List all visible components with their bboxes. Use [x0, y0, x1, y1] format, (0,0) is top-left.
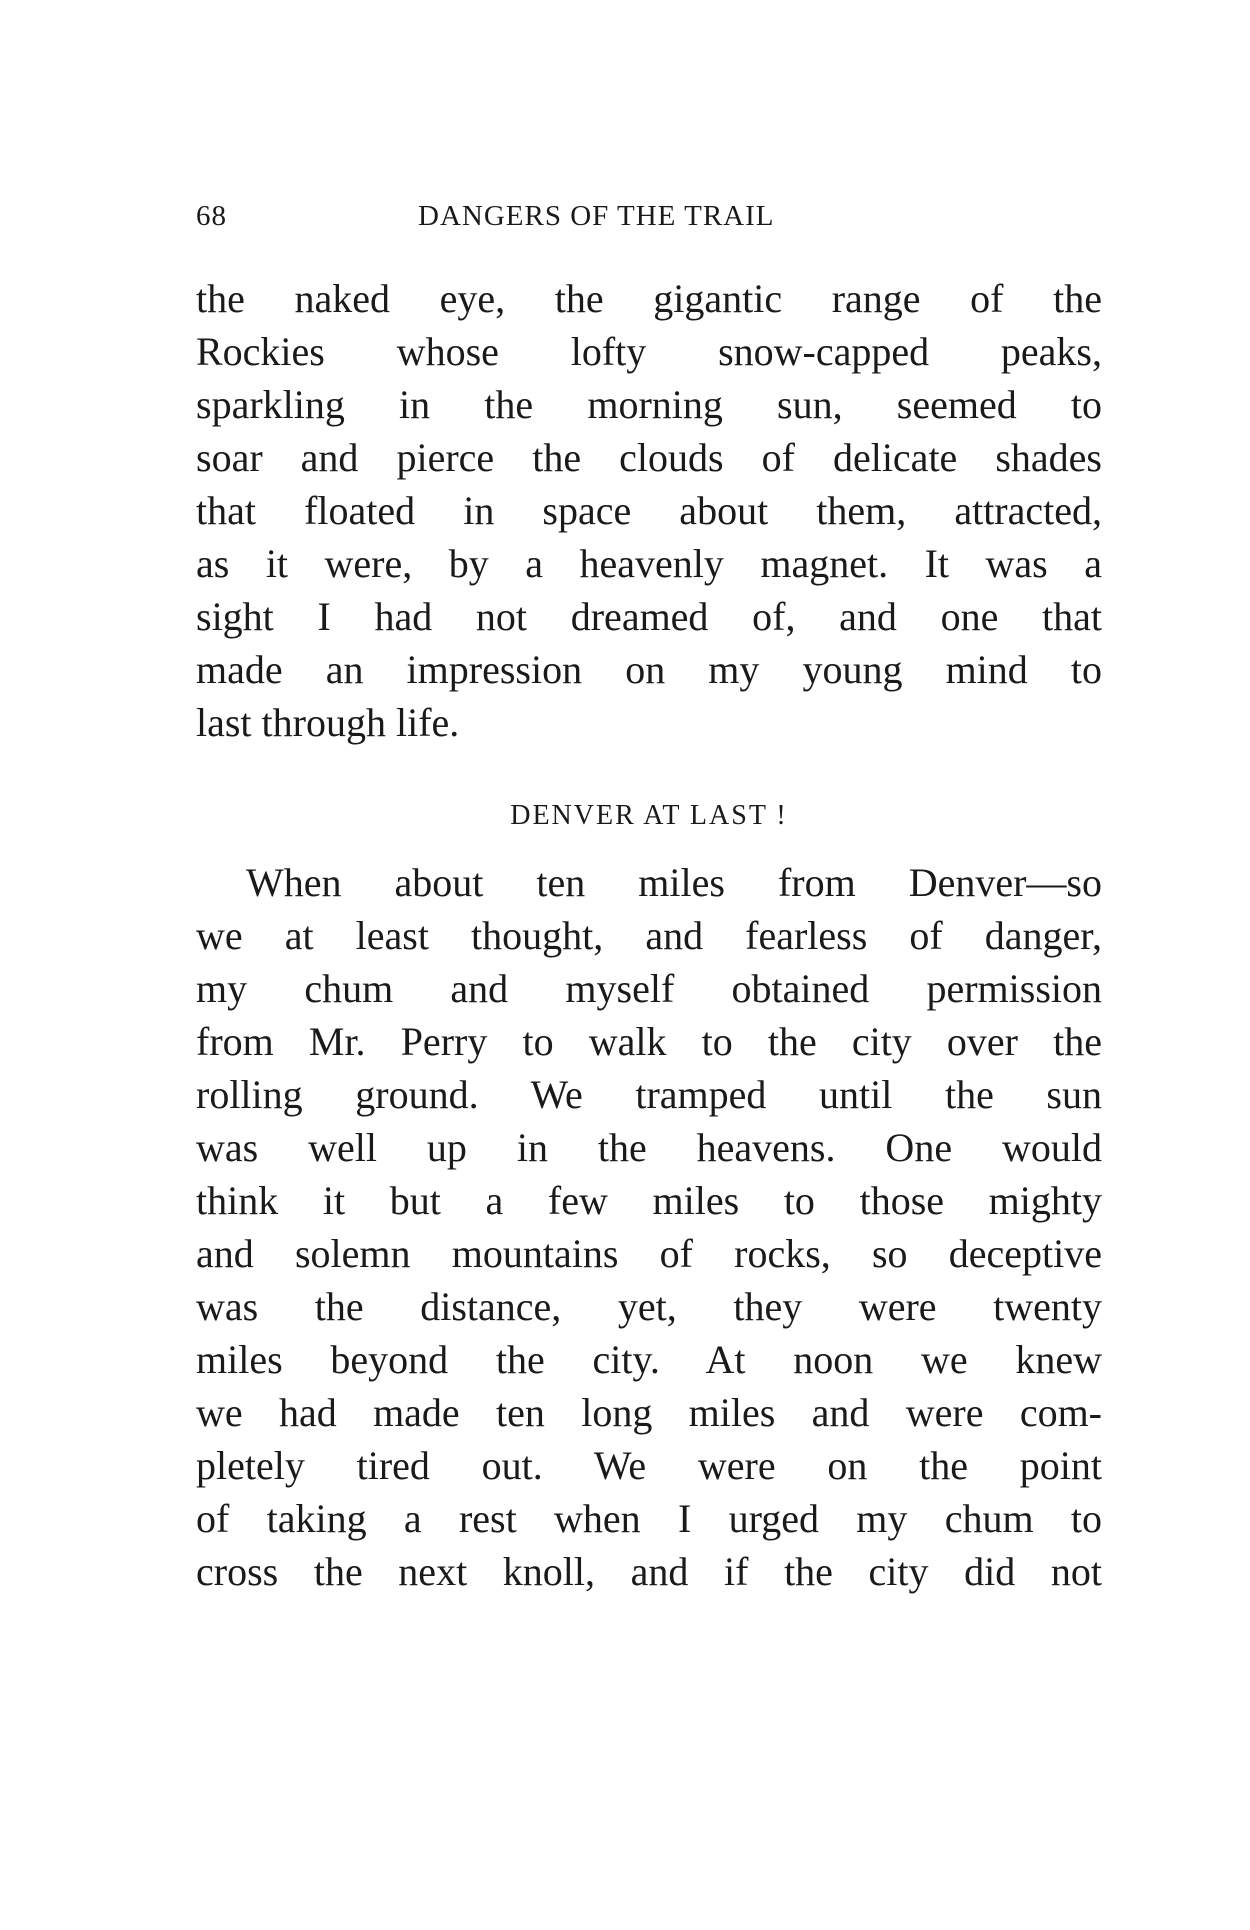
- running-title: DANGERS OF THE TRAIL: [418, 200, 775, 232]
- text-line: we had made ten long miles and were com-: [196, 1390, 1102, 1435]
- text-line: made an impression on my young mind to: [196, 647, 1102, 692]
- text-line: my chum and myself obtained permission: [196, 966, 1102, 1011]
- running-head: [196, 200, 876, 240]
- text-line: think it but a few miles to those mighty: [196, 1178, 1102, 1223]
- text-line: and solemn mountains of rocks, so deceptive: [196, 1231, 1102, 1276]
- text-line: we at least thought, and fearless of danger,: [196, 913, 1102, 958]
- text-line: Rockies whose lofty snow-capped peaks,: [196, 329, 1102, 374]
- text-line: the naked eye, the gigantic range of the: [196, 276, 1102, 321]
- text-line: sight I had not dreamed of, and one that: [196, 594, 1102, 639]
- paragraph-continued: [196, 272, 1102, 749]
- text-line: was the distance, yet, they were twenty: [196, 1284, 1102, 1329]
- paragraph: [196, 856, 1102, 1598]
- text-line: soar and pierce the clouds of delicate shades: [196, 435, 1102, 480]
- text-line: miles beyond the city. At noon we knew: [196, 1337, 1102, 1382]
- text-line: that floated in space about them, attracted,: [196, 488, 1102, 533]
- text-line: was well up in the heavens. One would: [196, 1125, 1102, 1170]
- text-line: cross the next knoll, and if the city did not: [196, 1549, 1102, 1594]
- page-number: 68: [196, 200, 227, 232]
- text-line: last through life.: [196, 700, 460, 745]
- section-heading: DENVER AT LAST !: [510, 800, 788, 831]
- text-line: rolling ground. We tramped until the sun: [196, 1072, 1102, 1117]
- text-line: When about ten miles from Denver—so: [246, 860, 1102, 905]
- text-line: of taking a rest when I urged my chum to: [196, 1496, 1102, 1541]
- text-line: pletely tired out. We were on the point: [196, 1443, 1102, 1488]
- text-line: as it were, by a heavenly magnet. It was a: [196, 541, 1102, 586]
- text-line: from Mr. Perry to walk to the city over the: [196, 1019, 1102, 1064]
- text-line: sparkling in the morning sun, seemed to: [196, 382, 1102, 427]
